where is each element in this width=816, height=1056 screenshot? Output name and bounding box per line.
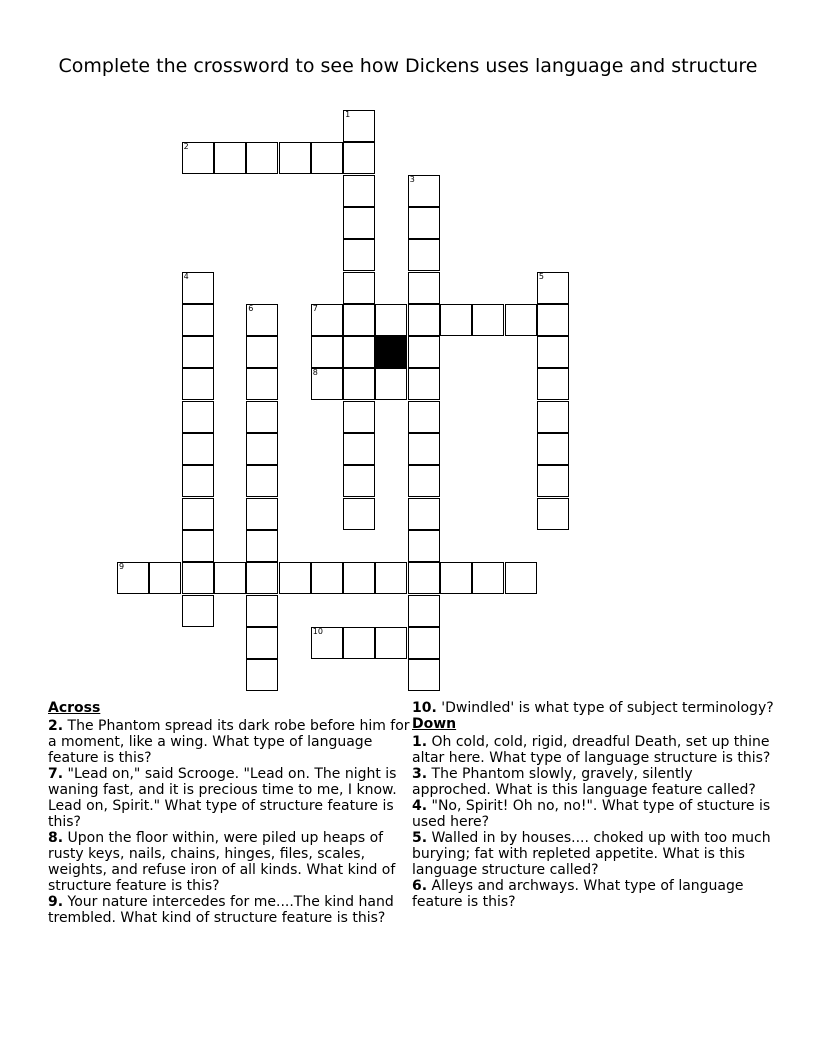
crossword-cell[interactable] (246, 498, 278, 530)
clue-text: Alleys and archways. What type of language feature is this? (412, 878, 744, 910)
crossword-cell[interactable] (246, 336, 278, 368)
crossword-cell[interactable] (408, 368, 440, 400)
crossword-cell[interactable] (246, 433, 278, 465)
crossword-cell[interactable] (343, 142, 375, 174)
cell-number: 8 (312, 368, 318, 378)
cell-number: 3 (409, 174, 415, 184)
crossword-cell[interactable] (375, 627, 407, 659)
crossword-cell[interactable] (117, 562, 149, 594)
crossword-cell[interactable] (408, 627, 440, 659)
crossword-cell[interactable] (440, 304, 472, 336)
crossword-cell[interactable] (182, 433, 214, 465)
clue-text: "Lead on," said Scrooge. "Lead on. The night is waning fast, and it is precious time to me, I know. Lead on, Spirit." What type of structure feature is this? (48, 766, 397, 830)
crossword-cell[interactable] (408, 304, 440, 336)
clue-across-2 (48, 718, 410, 766)
crossword-cell[interactable] (246, 659, 278, 691)
crossword-cell[interactable] (537, 336, 569, 368)
crossword-cell[interactable] (537, 433, 569, 465)
crossword-cell[interactable] (182, 562, 214, 594)
crossword-cell[interactable] (505, 304, 537, 336)
crossword-cell[interactable] (505, 562, 537, 594)
crossword-cell[interactable] (311, 562, 343, 594)
clue-text: "No, Spirit! Oh no, no!". What type of stucture is used here? (412, 798, 771, 830)
crossword-cell[interactable] (182, 530, 214, 562)
crossword-cell[interactable] (246, 401, 278, 433)
crossword-cell[interactable] (182, 142, 214, 174)
clue-across-9 (48, 894, 410, 926)
crossword-cell[interactable] (408, 336, 440, 368)
clue-down-5 (412, 830, 774, 878)
clue-across-8 (48, 830, 410, 894)
crossword-cell[interactable] (246, 530, 278, 562)
clue-text: Walled in by houses.... choked up with too much burying; fat with repleted appetite. What is this language structure called? (412, 830, 771, 878)
crossword-cell[interactable] (311, 304, 343, 336)
cell-number: 10 (312, 626, 323, 636)
crossword-cell[interactable] (182, 304, 214, 336)
clue-across-10 (412, 700, 774, 716)
page-title: Complete the crossword to see how Dickens uses language and structure (58, 55, 758, 77)
crossword-cell[interactable] (343, 304, 375, 336)
crossword-cell[interactable] (279, 142, 311, 174)
crossword-cell[interactable] (408, 207, 440, 239)
clue-text: Upon the floor within, were piled up heaps of rusty keys, nails, chains, hinges, files, scales, weights, and refuse iron of all kinds. What kind of structure feature is this? (48, 830, 396, 894)
crossword-cell[interactable] (182, 272, 214, 304)
crossword-cell[interactable] (182, 368, 214, 400)
crossword-cell[interactable] (214, 562, 246, 594)
clues-right-column (412, 700, 774, 910)
crossword-cell[interactable] (343, 336, 375, 368)
crossword-cell[interactable] (182, 401, 214, 433)
crossword-cell[interactable] (408, 659, 440, 691)
crossword-cell[interactable] (214, 142, 246, 174)
crossword-cell[interactable] (343, 562, 375, 594)
crossword-cell[interactable] (343, 433, 375, 465)
cell-number: 7 (312, 303, 318, 313)
crossword-cell[interactable] (537, 498, 569, 530)
crossword-cell[interactable] (408, 272, 440, 304)
crossword-cell[interactable] (343, 239, 375, 271)
crossword-cell[interactable] (343, 498, 375, 530)
crossword-cell[interactable] (246, 142, 278, 174)
cell-number: 1 (345, 110, 351, 119)
cell-number: 5 (538, 271, 544, 281)
clue-number: 3. (412, 766, 428, 782)
crossword-cell[interactable] (246, 368, 278, 400)
crossword-cell[interactable] (343, 465, 375, 497)
clue-text: Your nature intercedes for me....The kind hand trembled. What kind of structure feature is this? (48, 894, 394, 926)
clue-down-3 (412, 766, 774, 798)
cell-number: 4 (183, 271, 189, 281)
crossword-cell[interactable] (149, 562, 181, 594)
crossword-cell[interactable] (343, 627, 375, 659)
clue-number: 10. (412, 700, 437, 716)
clue-down-4 (412, 798, 774, 830)
crossword-cell[interactable] (440, 562, 472, 594)
crossword-cell[interactable] (408, 498, 440, 530)
clue-number: 8. (48, 830, 64, 846)
crossword-cell[interactable] (311, 336, 343, 368)
clue-across-7 (48, 766, 410, 830)
clue-down-6 (412, 878, 774, 910)
crossword-cell[interactable] (182, 498, 214, 530)
cell-number: 9 (119, 562, 125, 572)
clue-number: 9. (48, 894, 64, 910)
crossword-cell[interactable] (311, 142, 343, 174)
crossword-cell[interactable] (182, 595, 214, 627)
crossword-cell[interactable] (408, 562, 440, 594)
crossword-cell[interactable] (408, 401, 440, 433)
crossword-cell[interactable] (246, 465, 278, 497)
crossword-cell[interactable] (537, 272, 569, 304)
crossword-cell[interactable] (246, 627, 278, 659)
clue-text: The Phantom slowly, gravely, silently approched. What is this language feature called? (412, 766, 756, 798)
crossword-cell[interactable] (343, 368, 375, 400)
across-heading: Across (48, 700, 101, 716)
crossword-cell[interactable] (311, 368, 343, 400)
crossword-cell[interactable] (246, 562, 278, 594)
crossword-cell[interactable] (537, 368, 569, 400)
crossword-cell[interactable] (311, 627, 343, 659)
crossword-cell[interactable] (408, 239, 440, 271)
crossword-cell[interactable] (472, 562, 504, 594)
crossword-cell[interactable] (343, 175, 375, 207)
crossword-cell[interactable] (343, 401, 375, 433)
crossword-cell[interactable] (408, 175, 440, 207)
clue-number: 7. (48, 766, 64, 782)
clue-number: 4. (412, 798, 428, 814)
crossword-cell[interactable] (472, 304, 504, 336)
cell-number: 2 (183, 142, 189, 152)
crossword-cell[interactable] (246, 595, 278, 627)
clue-text: Oh cold, cold, rigid, dreadful Death, set up thine altar here. What type of language structure is this? (412, 734, 771, 766)
crossword-cell[interactable] (537, 465, 569, 497)
clues-left-column (48, 700, 410, 926)
crossword-black-cell (375, 336, 407, 368)
crossword-cell[interactable] (408, 433, 440, 465)
crossword-cell[interactable] (279, 562, 311, 594)
crossword-cell[interactable] (408, 595, 440, 627)
clue-text: 'Dwindled' is what type of subject terminology? (441, 700, 774, 716)
crossword-cell[interactable] (408, 530, 440, 562)
crossword-cell[interactable] (343, 110, 375, 142)
crossword-cell[interactable] (182, 465, 214, 497)
crossword-cell[interactable] (537, 304, 569, 336)
clue-number: 5. (412, 830, 428, 846)
crossword-cell[interactable] (343, 272, 375, 304)
clue-text: The Phantom spread its dark robe before him for a moment, like a wing. What type of language feature is this? (48, 718, 410, 766)
cell-number: 6 (248, 303, 254, 313)
crossword-cell[interactable] (408, 465, 440, 497)
clue-down-1 (412, 734, 774, 766)
clue-number: 6. (412, 878, 428, 894)
down-heading: Down (412, 716, 457, 732)
crossword-cell[interactable] (375, 562, 407, 594)
crossword-cell[interactable] (537, 401, 569, 433)
crossword-cell[interactable] (343, 207, 375, 239)
crossword-cell[interactable] (375, 368, 407, 400)
crossword-cell[interactable] (375, 304, 407, 336)
clue-number: 1. (412, 734, 428, 750)
clue-number: 2. (48, 718, 64, 734)
crossword-cell[interactable] (246, 304, 278, 336)
crossword-cell[interactable] (182, 336, 214, 368)
